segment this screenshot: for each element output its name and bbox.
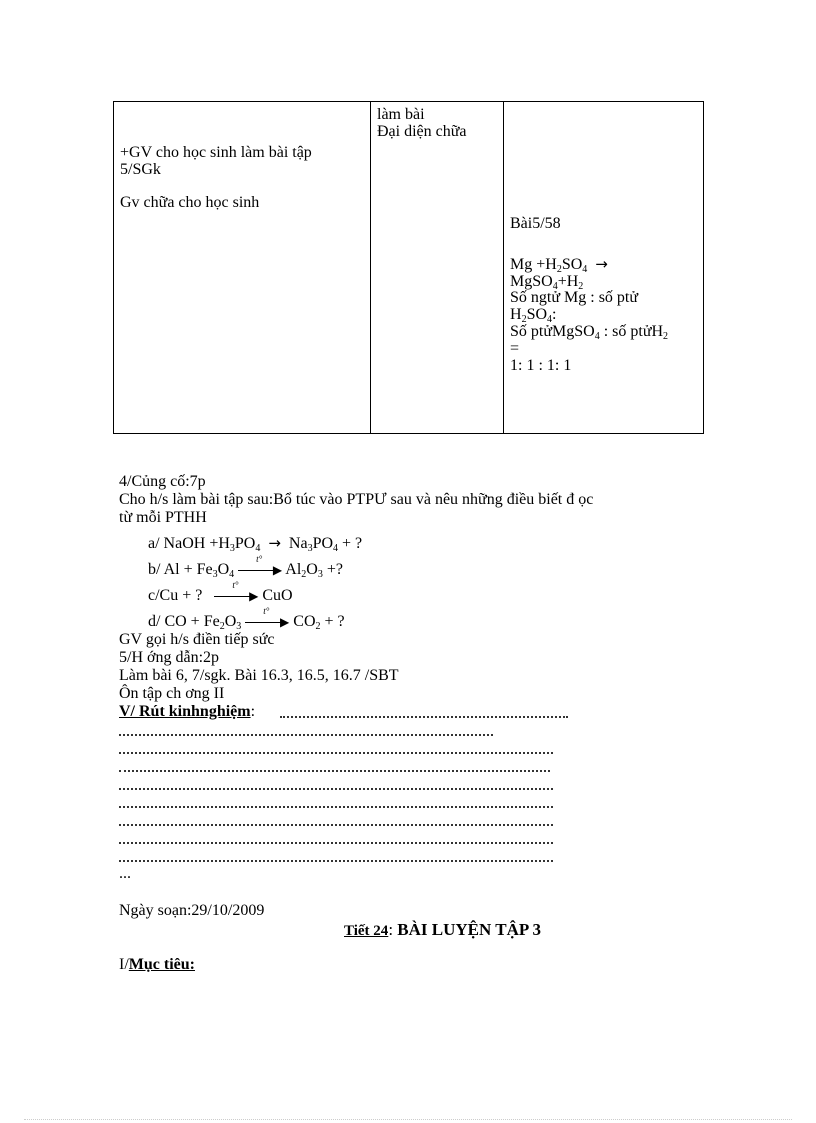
- fill-line: [119, 734, 493, 736]
- fill-line: [119, 788, 553, 790]
- heat-arrow-icon: t° ▶: [214, 589, 258, 603]
- exercise-intro-cont: từ mỗi PTHH: [119, 509, 207, 526]
- equation-d: d/ CO + $Fe_2O_3$ t° ▶ $CO_2$ + ?: [148, 606, 345, 632]
- reaction-arrow-icon: →: [268, 534, 281, 552]
- table-divider: [370, 102, 371, 433]
- section-v-title: V/ Rút kinhnghiệm:: [119, 703, 256, 720]
- exercise-title: Bài5/58: [510, 215, 561, 232]
- fill-line: [119, 770, 550, 772]
- fill-ellipsis: ...: [119, 865, 131, 882]
- objectives-heading: I/Mục tiêu:: [119, 956, 195, 973]
- table-divider: [503, 102, 504, 433]
- lesson-heading: Tiết 24: BÀI LUYỆN TẬP 3: [344, 920, 542, 939]
- fill-line: [119, 842, 553, 844]
- lesson-table: [113, 101, 704, 434]
- equation-a: a/ NaOH $+H_3PO_4 \to Na_3PO_4$ + ?: [148, 534, 363, 554]
- fill-line: [119, 806, 553, 808]
- page-bottom-divider: [24, 1119, 792, 1120]
- section-5-title: 5/H ớng dẫn:2p: [119, 649, 220, 666]
- relay-instruction: GV gọi h/s điền tiếp sức: [119, 631, 275, 648]
- homework-line: Làm bài 6, 7/sgk. Bài 16.3, 16.5, 16.7 /SBT: [119, 667, 399, 684]
- prep-date: Ngày soạn:29/10/2009: [119, 902, 265, 919]
- fill-line: [119, 752, 553, 754]
- content-column: Bài5/58 $Mg +H_2SO_4$ → $MgSO_4+H_2$ Số ngtử Mg : số ptử $H_2SO_4$: Số ptửMgSO$_4$ : số ptửH$_2$ = 1: 1 : 1: 1: [510, 215, 669, 374]
- teacher-activity: +GV cho học sinh làm bài tập 5/SGk Gv chữa cho học sinh: [120, 144, 312, 211]
- equation-b: b/ $Al + Fe_3O_4$ t° ▶ $Al_2O_3$ +?: [148, 554, 343, 580]
- equation-products: $MgSO_4+H_2$: [510, 272, 584, 292]
- heat-arrow-icon: t° ▶: [245, 615, 289, 629]
- fill-line: [280, 716, 568, 718]
- exercise-intro: Cho h/s làm bài tập sau:Bổ túc vào PTPƯ sau và nêu những điều biết đ ọc: [119, 491, 594, 508]
- reaction-arrow-icon: →: [595, 254, 608, 273]
- review-line: Ôn tập ch ơng II: [119, 685, 225, 702]
- section-4-title: 4/Củng cố:7p: [119, 473, 206, 490]
- fill-line: [119, 824, 553, 826]
- student-activity: làm bài Đại diện chữa: [377, 106, 467, 140]
- ratio-result: 1: 1 : 1: 1: [510, 356, 572, 374]
- fill-line: [119, 860, 553, 862]
- equation-c: c/Cu + ? t° ▶ CuO: [148, 580, 293, 604]
- equation-line: $Mg +H_2SO_4$ →: [510, 254, 608, 275]
- heat-arrow-icon: t° ▶: [238, 563, 282, 577]
